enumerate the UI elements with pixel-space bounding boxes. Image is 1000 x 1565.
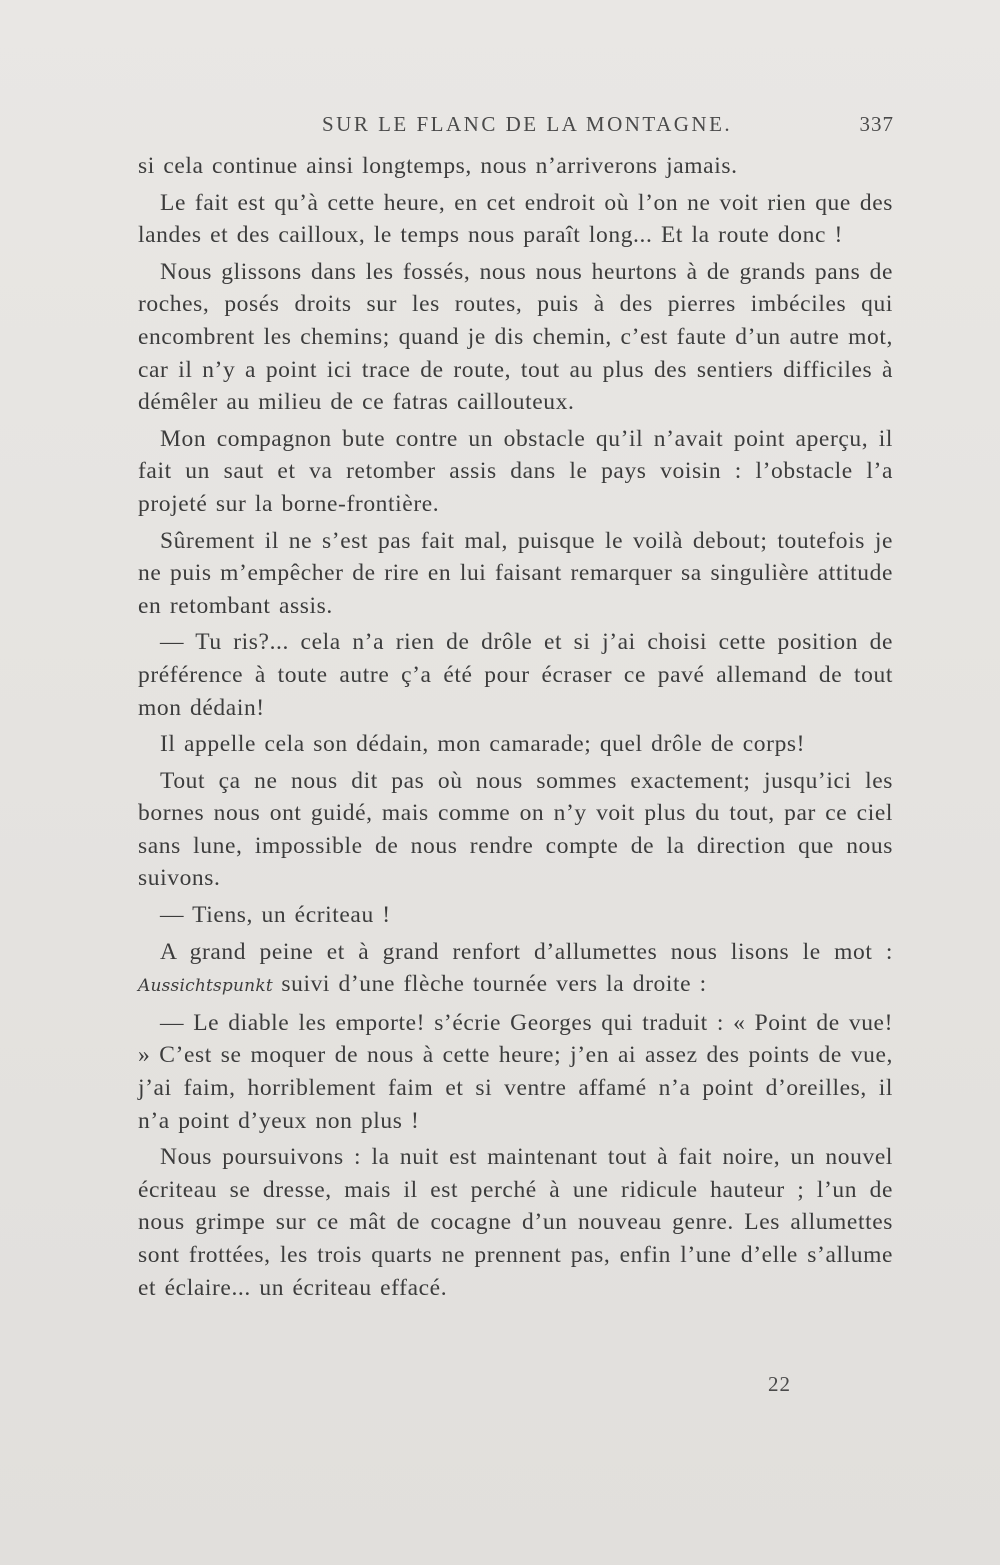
- german-word: Aussichtspunkt: [138, 976, 273, 997]
- page-number: 337: [859, 112, 894, 136]
- paragraph-4: Mon compagnon bute contre un obstacle qu’il n’avait point aperçu, il fait un saut et va retomber assis dans le pays voisin : l’obstacle l’a projeté sur la borne-frontière.: [138, 425, 893, 517]
- paragraph-11: — Le diable les emporte! s’écrie Georges qui traduit : « Point de vue! » C’est se moquer de nous à cette heure; j’en ai assez des points de vue, j’ai faim, horriblement faim et si ventre affamé n’a point d’oreilles, il n’a point d’yeux non plus !: [138, 1009, 893, 1134]
- paragraph-12: Nous poursuivons : la nuit est maintenant tout à fait noire, un nouvel écriteau se dresse, mais il est perché à une ridicule hauteur ; l’un de nous grimpe sur ce mât de cocagne d’un nouveau genre. Les allumettes sont frottées, les trois quarts ne prennent pas, enfin l’une d’elle s’allume et éclaire... un écriteau effacé.: [138, 1144, 893, 1301]
- signature-mark: 22: [768, 1372, 791, 1396]
- paragraph-10-start: A grand peine et à grand renfort d’allumettes nous lisons le mot :: [160, 938, 893, 965]
- running-title: SUR LE FLANC DE LA MONTAGNE.: [322, 112, 733, 136]
- paragraph-5: Sûrement il ne s’est pas fait mal, puisque le voilà debout; toutefois je ne puis m’empêcher de rire en lui faisant remarquer sa singulière attitude en retombant assis.: [138, 527, 893, 619]
- paragraph-8: Tout ça ne nous dit pas où nous sommes exactement; jusqu’ici les bornes nous ont guidé, mais comme on n’y voit plus du tout, par ce ciel sans lune, impossible de nous rendre compte de la direction que nous suivons.: [138, 767, 893, 892]
- paragraph-9: — Tiens, un écriteau !: [160, 902, 391, 929]
- paragraph-3: Nous glissons dans les fossés, nous nous heurtons à de grands pans de roches, posés droits sur les routes, puis à des pierres imbéciles qui encombrent les chemins; quand je dis chemin, c’est faute d’un autre mot, car il n’y a point ici trace de route, tout au plus des sentiers difficiles à démêler au milieu de ce fatras caillouteux.: [138, 258, 893, 416]
- running-header: [138, 112, 894, 142]
- paragraph-6: — Tu ris?... cela n’a rien de drôle et si j’ai choisi cette position de préférence à toute autre ç’a été pour écraser ce pavé allemand de tout mon dédain!: [138, 629, 893, 721]
- paragraph-1: si cela continue ainsi longtemps, nous n’arriverons jamais.: [138, 153, 738, 179]
- paragraph-7: Il appelle cela son dédain, mon camarade; quel drôle de corps!: [160, 731, 806, 758]
- paragraph-10: [138, 936, 893, 1003]
- body-text: [138, 150, 893, 1304]
- paragraph-2: Le fait est qu’à cette heure, en cet endroit où l’on ne voit rien que des landes et des cailloux, le temps nous paraît long... Et la route donc !: [138, 189, 893, 249]
- paragraph-10-end: suivi d’une flèche tournée vers la droite :: [281, 971, 707, 998]
